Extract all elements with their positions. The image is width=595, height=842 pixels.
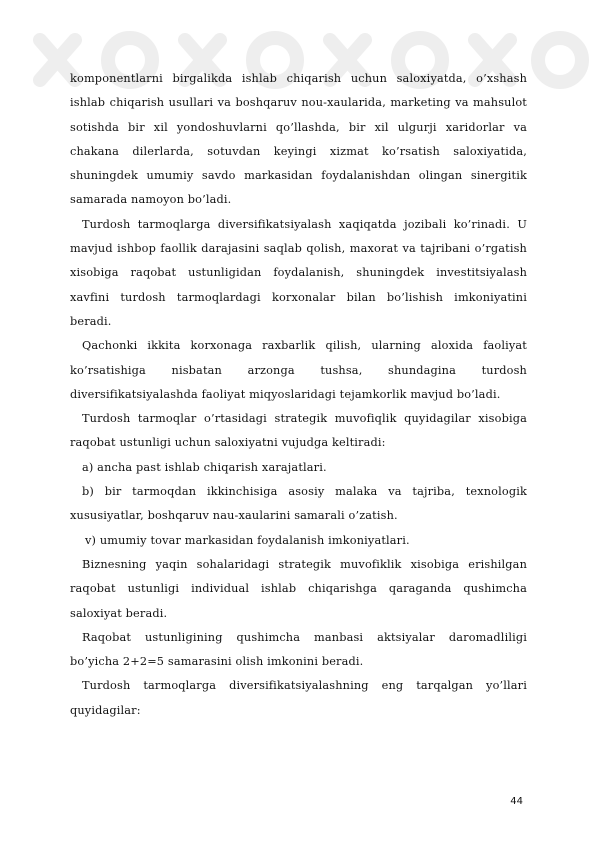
document-body — [70, 67, 527, 723]
list-item-v: v) umumiy tovar markasidan foydalanish imkoniyatlari. — [85, 533, 410, 547]
paragraph-2: Turdosh tarmoqlarga diversifikatsiyalash xaqiqatda jozibali ko’rinadi. U mavjud ishbop faollik darajasini saqlab qolish, maxorat va tajribani o’rgatish xisobiga raqobat ustunligidan foydalanish, shuningdek investitsiyalash xavfini turdosh tarmoqlardagi korxonalar bilan bo’lishish imkoniyatini beradi. — [70, 217, 527, 328]
list-item-b: b) bir tarmoqdan ikkinchisiga asosiy malaka va tajriba, texnologik xususiyatlar, boshqaruv nau-xaularini samarali o’zatish. — [70, 485, 527, 523]
paragraph-6: Raqobat ustunligining qushimcha manbasi aktsiyalar daromadliligi bo’yicha 2+2=5 samarasini olish imkonini beradi. — [70, 630, 527, 669]
paragraph-3: Qachonki ikkita korxonaga raxbarlik qilish, ularning aloxida faoliyat ko’rsatishiga nisbatan arzonga tushsa, shundagina turdosh diversifikatsiyalashda faoliyat miqyoslaridagi tejamkorlik mavjud bo’ladi. — [70, 339, 527, 401]
paragraph-1: komponentlarni birgalikda ishlab chiqarish uchun saloxiyatda, o’xshash ishlab chiqarish usullari va boshqaruv nou-xaularida, marketing va mahsulot sotishda bir xil yondoshuvlarni qo’llashda, bir xil ulgurji xaridorlar va chakana dilerlarda, sotuvdan keyingi xizmat ko’rsatish saloxiyatida, shuningdek umumiy savdo markasidan foydalanishdan olingan sinergitik samarada namoyon bo’ladi. — [70, 72, 527, 207]
page-number: 44 — [510, 796, 523, 807]
paragraph-5: Biznesning yaqin sohalaridagi strategik muvofiklik xisobiga erishilgan raqobat ustunligi individual ishlab chiqarishga qaraganda qushimcha saloxiyat beradi. — [70, 557, 527, 620]
paragraph-7: Turdosh tarmoqlarga diversifikatsiyalashning eng tarqalgan yo’llari quyidagilar: — [70, 679, 527, 717]
paragraph-4: Turdosh tarmoqlar o’rtasidagi strategik muvofiqlik quyidagilar xisobiga raqobat ustunligi uchun saloxiyatni vujudga keltiradi: — [70, 412, 527, 450]
list-item-a: a) ancha past ishlab chiqarish xarajatlari. — [82, 460, 327, 474]
